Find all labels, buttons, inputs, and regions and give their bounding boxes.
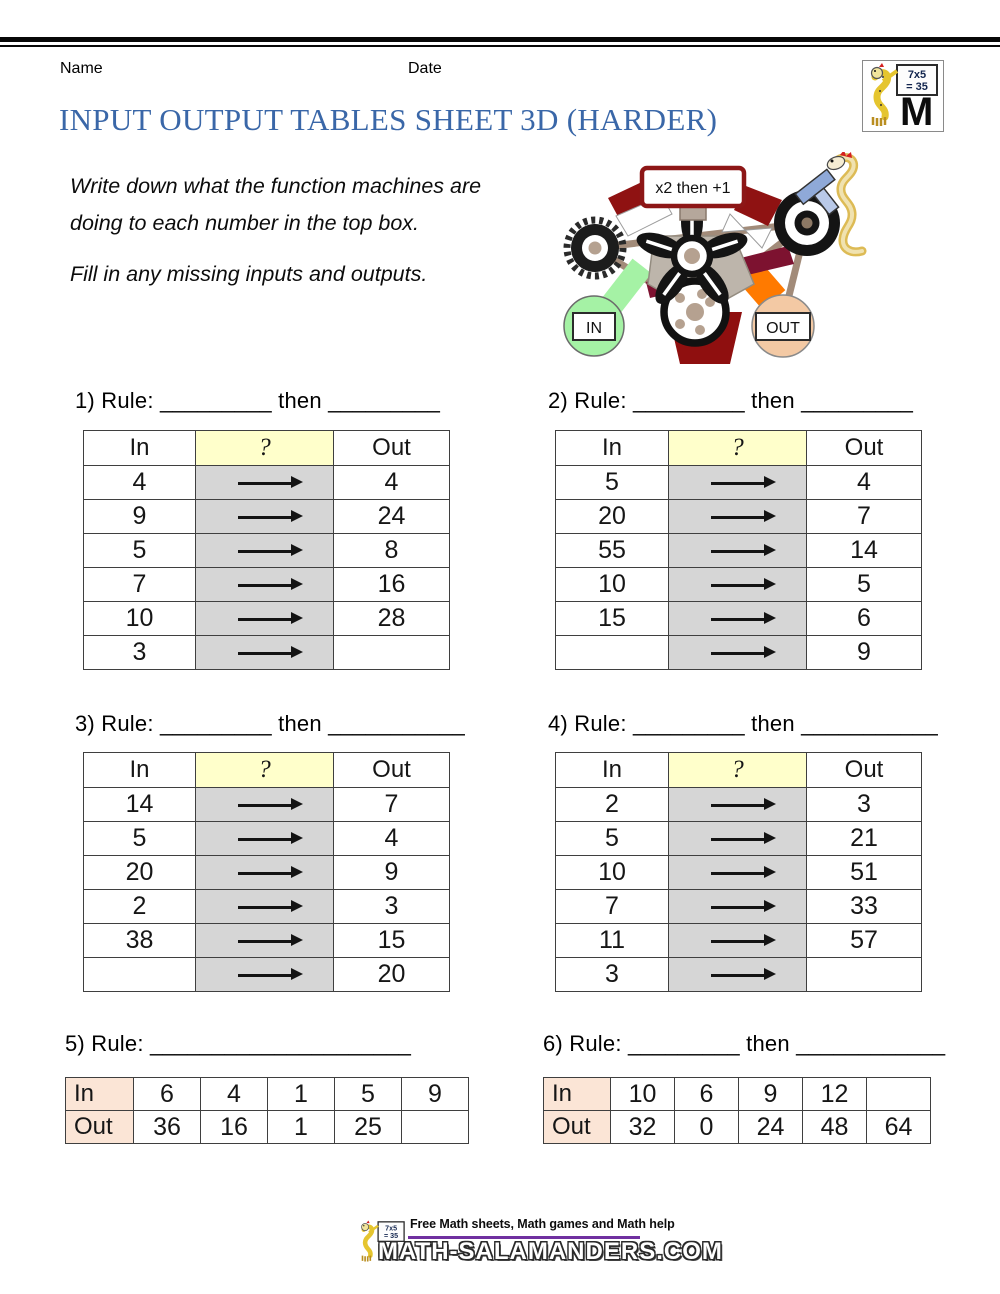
function-table-3: [83, 752, 450, 992]
arrow-cell: [196, 602, 334, 636]
in-cell: 7: [84, 568, 196, 602]
value-cell: 1: [268, 1111, 335, 1144]
arrow-icon: [238, 618, 292, 621]
row-label-out: Out: [544, 1111, 611, 1144]
gear-hub: [589, 242, 602, 255]
salamander-logo-art: [863, 61, 943, 131]
value-cell: 9: [402, 1078, 469, 1111]
arrow-icon: [711, 652, 765, 655]
out-cell: 5: [807, 568, 922, 602]
in-cell: [84, 958, 196, 992]
in-port-label: IN: [586, 320, 602, 337]
col-header-in: In: [84, 431, 196, 466]
arrow-cell: [669, 602, 807, 636]
out-cell: 3: [807, 788, 922, 822]
in-cell: 5: [84, 822, 196, 856]
arrow-icon: [711, 516, 765, 519]
pulley-hole: [695, 325, 705, 335]
problem-rule-line-6: 6) Rule: _________ then ____________: [543, 1031, 946, 1056]
in-cell: 20: [84, 856, 196, 890]
table-row: [84, 636, 450, 670]
out-cell: 3: [334, 890, 450, 924]
value-cell: 9: [739, 1078, 803, 1111]
function-table-2: [555, 430, 922, 670]
value-cell: 24: [739, 1111, 803, 1144]
out-cell: [334, 636, 450, 670]
arrow-cell: [669, 856, 807, 890]
machine-salamander-eye: [831, 160, 834, 163]
col-header-out: Out: [334, 753, 450, 788]
col-header-question: ?: [669, 431, 807, 466]
table-row: [556, 788, 922, 822]
io-table-6: [543, 1077, 931, 1144]
value-cell: 1: [268, 1078, 335, 1111]
arrow-icon: [238, 974, 292, 977]
arrow-icon: [711, 618, 765, 621]
arrow-icon: [711, 838, 765, 841]
out-port-label: OUT: [766, 320, 800, 337]
whiteboard-text-1: 7x5: [907, 69, 927, 81]
col-header-in: In: [556, 753, 669, 788]
problem-rule-line-3: 3) Rule: _________ then ___________: [75, 711, 465, 736]
function-table-1: [83, 430, 450, 670]
arrow-cell: [669, 924, 807, 958]
whiteboard-text-1: 7x5: [385, 1224, 398, 1233]
name-label: Name: [60, 60, 103, 77]
table-row: [66, 1111, 469, 1144]
out-cell: 8: [334, 534, 450, 568]
value-cell: 36: [134, 1111, 201, 1144]
out-cell: 7: [807, 500, 922, 534]
in-cell: 10: [556, 568, 669, 602]
value-cell: 5: [335, 1078, 402, 1111]
table-row: [84, 890, 450, 924]
in-cell: 14: [84, 788, 196, 822]
problem-rule-line-2: 2) Rule: _________ then _________: [548, 388, 914, 413]
value-cell: 10: [611, 1078, 675, 1111]
col-header-out: Out: [807, 431, 922, 466]
col-header-in: In: [556, 431, 669, 466]
value-cell: 0: [675, 1111, 739, 1144]
col-header-question: ?: [196, 431, 334, 466]
arrow-cell: [669, 500, 807, 534]
row-label-in: In: [544, 1078, 611, 1111]
col-header-out: Out: [334, 431, 450, 466]
table-row: [556, 636, 922, 670]
table-row: [556, 534, 922, 568]
machine-salamander-belly: [838, 158, 862, 252]
problem-rule-line-4: 4) Rule: _________ then ___________: [548, 711, 938, 736]
arrow-icon: [711, 550, 765, 553]
arrow-cell: [196, 856, 334, 890]
arrow-icon: [238, 906, 292, 909]
arrow-cell: [196, 534, 334, 568]
out-cell: 7: [334, 788, 450, 822]
salamander-crest: [366, 1221, 369, 1224]
col-header-question: ?: [669, 753, 807, 788]
arrow-cell: [196, 890, 334, 924]
arrow-icon: [711, 804, 765, 807]
value-cell: [402, 1111, 469, 1144]
in-cell: 9: [84, 500, 196, 534]
salamander-head: [872, 68, 883, 79]
value-cell: 48: [803, 1111, 867, 1144]
header-row: [84, 431, 450, 466]
arrow-cell: [196, 466, 334, 500]
in-cell: [556, 636, 669, 670]
out-cell: 57: [807, 924, 922, 958]
value-cell: 6: [675, 1078, 739, 1111]
value-cell: [867, 1078, 931, 1111]
in-cell: 15: [556, 602, 669, 636]
arrow-icon: [238, 652, 292, 655]
table-row: [84, 924, 450, 958]
arrow-icon: [711, 584, 765, 587]
arrow-cell: [669, 890, 807, 924]
arrow-cell: [196, 636, 334, 670]
table-row: [84, 534, 450, 568]
function-table-4: [555, 752, 922, 992]
in-cell: 11: [556, 924, 669, 958]
table-row: [544, 1078, 931, 1111]
table-row: [556, 466, 922, 500]
arrow-cell: [196, 500, 334, 534]
arrow-cell: [196, 568, 334, 602]
arrow-icon: [238, 838, 292, 841]
in-cell: 10: [84, 602, 196, 636]
row-label-out: Out: [66, 1111, 134, 1144]
pulley-hole: [675, 319, 685, 329]
arrow-icon: [238, 804, 292, 807]
out-cell: 6: [807, 602, 922, 636]
out-cell: 20: [334, 958, 450, 992]
header-row: [556, 431, 922, 466]
col-header-question: ?: [196, 753, 334, 788]
in-cell: 2: [84, 890, 196, 924]
instructions-block: [70, 168, 520, 307]
out-cell: 4: [334, 466, 450, 500]
page-title: INPUT OUTPUT TABLES SHEET 3D (HARDER): [59, 102, 718, 137]
value-cell: 16: [201, 1111, 268, 1144]
table-row: [84, 788, 450, 822]
arrow-icon: [711, 974, 765, 977]
arrow-cell: [196, 924, 334, 958]
in-cell: 3: [84, 636, 196, 670]
instruction-paragraph-1: Write down what the function machines are doing to each number in the top box.: [70, 174, 482, 235]
value-cell: 12: [803, 1078, 867, 1111]
salamander-spot: [880, 104, 882, 106]
arrow-cell: [669, 568, 807, 602]
footer-tagline: Free Math sheets, Math games and Math help: [410, 1217, 675, 1231]
in-cell: 5: [556, 466, 669, 500]
arrow-icon: [238, 550, 292, 553]
table-row: [84, 500, 450, 534]
table-row: [66, 1078, 469, 1111]
salamander-eye: [874, 70, 876, 72]
arrow-icon: [711, 940, 765, 943]
arrow-cell: [669, 958, 807, 992]
out-cell: 24: [334, 500, 450, 534]
arrow-icon: [238, 482, 292, 485]
table-row: [556, 822, 922, 856]
table-row: [556, 924, 922, 958]
salamander-spot: [882, 76, 884, 78]
salamander-eye: [363, 1225, 364, 1226]
in-cell: 5: [556, 822, 669, 856]
table-row: [84, 568, 450, 602]
table-row: [556, 958, 922, 992]
arrow-icon: [238, 584, 292, 587]
rule-sign-text: x2 then +1: [655, 180, 731, 197]
value-cell: 32: [611, 1111, 675, 1144]
problem-rule-line-5: 5) Rule: _____________________: [65, 1031, 412, 1056]
date-label: Date: [408, 60, 442, 77]
table-row: [556, 856, 922, 890]
value-cell: 25: [335, 1111, 402, 1144]
salamander-spot: [879, 90, 881, 92]
arrow-cell: [196, 822, 334, 856]
in-cell: 3: [556, 958, 669, 992]
value-cell: 64: [867, 1111, 931, 1144]
arrow-cell: [196, 788, 334, 822]
out-cell: 4: [334, 822, 450, 856]
table-row: [556, 568, 922, 602]
instruction-paragraph-2: Fill in any missing inputs and outputs.: [70, 262, 428, 286]
table-row: [84, 822, 450, 856]
arrow-cell: [669, 636, 807, 670]
io-table-5: [65, 1077, 469, 1144]
table-row: [84, 602, 450, 636]
col-header-out: Out: [807, 753, 922, 788]
arrow-icon: [711, 872, 765, 875]
arrow-icon: [711, 482, 765, 485]
top-border-rule: [0, 37, 1000, 47]
footer-site-logo: MATH-SALAMANDERS.COM: [378, 1238, 723, 1265]
logo-m-letter: M: [900, 90, 934, 131]
table-row: [556, 500, 922, 534]
function-machine-illustration: [550, 152, 886, 370]
arrow-icon: [711, 906, 765, 909]
whiteboard-text-2: = 35: [384, 1232, 399, 1241]
arrow-cell: [669, 534, 807, 568]
in-cell: 10: [556, 856, 669, 890]
col-header-in: In: [84, 753, 196, 788]
value-cell: 4: [201, 1078, 268, 1111]
whiteboard-text-2: = 35: [906, 81, 928, 93]
arrow-icon: [238, 940, 292, 943]
table-row: [544, 1111, 931, 1144]
header-row: [84, 753, 450, 788]
out-cell: [807, 958, 922, 992]
row-label-in: In: [66, 1078, 134, 1111]
header-row: [556, 753, 922, 788]
arrow-cell: [669, 788, 807, 822]
salamander-head: [362, 1223, 369, 1230]
out-cell: 33: [807, 890, 922, 924]
in-cell: 7: [556, 890, 669, 924]
pulley-hub: [686, 303, 704, 321]
in-cell: 38: [84, 924, 196, 958]
problem-rule-line-1: 1) Rule: _________ then _________: [75, 388, 441, 413]
in-cell: 20: [556, 500, 669, 534]
salamander-crest: [879, 63, 884, 67]
big-pulley-center: [802, 218, 813, 229]
arrow-icon: [238, 516, 292, 519]
table-row: [84, 856, 450, 890]
out-cell: 4: [807, 466, 922, 500]
out-cell: 28: [334, 602, 450, 636]
table-row: [556, 602, 922, 636]
table-row: [84, 466, 450, 500]
out-cell: 14: [807, 534, 922, 568]
in-cell: 4: [84, 466, 196, 500]
arrow-cell: [669, 466, 807, 500]
arrow-icon: [238, 872, 292, 875]
in-cell: 2: [556, 788, 669, 822]
out-cell: 51: [807, 856, 922, 890]
out-cell: 9: [334, 856, 450, 890]
arrow-cell: [196, 958, 334, 992]
out-cell: 15: [334, 924, 450, 958]
out-cell: 16: [334, 568, 450, 602]
in-cell: 55: [556, 534, 669, 568]
table-row: [84, 958, 450, 992]
value-cell: 6: [134, 1078, 201, 1111]
arrow-cell: [669, 822, 807, 856]
out-cell: 21: [807, 822, 922, 856]
in-cell: 5: [84, 534, 196, 568]
table-row: [556, 890, 922, 924]
salamander-logo: [862, 60, 944, 132]
out-cell: 9: [807, 636, 922, 670]
